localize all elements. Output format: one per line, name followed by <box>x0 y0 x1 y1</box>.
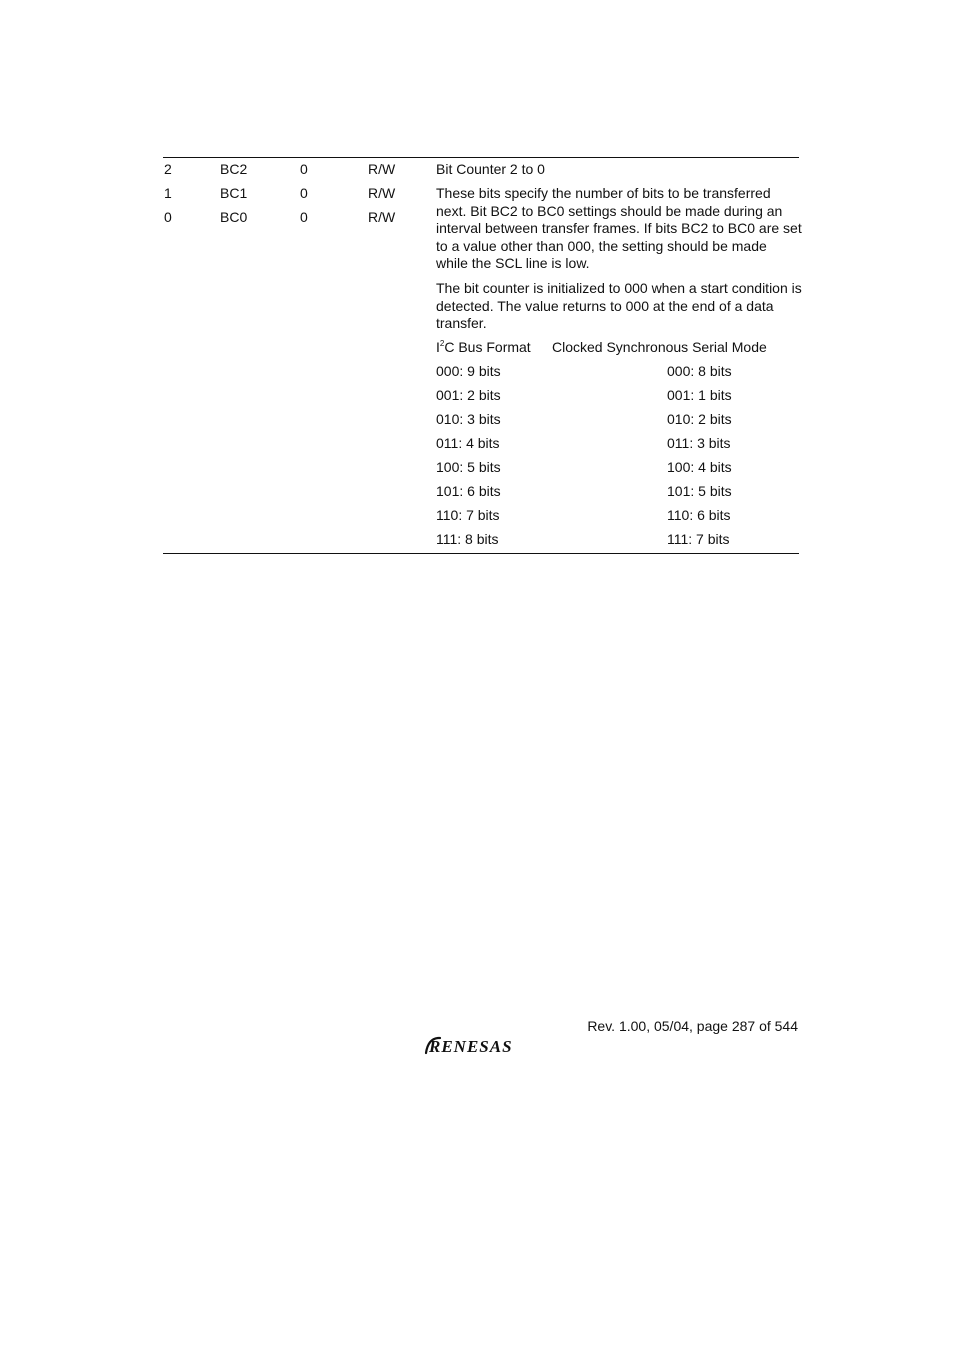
bit-name: BC0 <box>220 209 248 225</box>
sync-setting: 000: 8 bits <box>667 363 732 379</box>
i2c-setting: 011: 4 bits <box>436 435 500 451</box>
bit-number: 0 <box>164 209 172 225</box>
sync-setting: 100: 4 bits <box>667 459 732 475</box>
rw-access: R/W <box>368 209 396 225</box>
page-footer-info: Rev. 1.00, 05/04, page 287 of 544 <box>587 1018 798 1034</box>
table-top-rule <box>163 157 799 158</box>
initial-value: 0 <box>300 209 308 225</box>
i2c-setting: 110: 7 bits <box>436 507 500 523</box>
i2c-setting: 101: 6 bits <box>436 483 501 499</box>
rw-access: R/W <box>368 185 396 201</box>
i2c-setting: 000: 9 bits <box>436 363 501 379</box>
i2c-column-heading: $I^2C$ Bus Format <box>436 339 531 355</box>
description-paragraph-2: The bit counter is initialized to 000 when a start condition is detected. The value returns to 000 at the end of a data transfer. <box>436 280 802 331</box>
i2c-setting: 001: 2 bits <box>436 387 501 403</box>
sync-setting: 101: 5 bits <box>667 483 732 499</box>
description-paragraph-1: These bits specify the number of bits to be transferred next. Bit BC2 to BC0 settings should be made during an interval between transfer frames. If bits BC2 to BC0 are set to a value other than 000, the setting should be made while the SCL line is low. <box>436 185 802 271</box>
rw-access: R/W <box>368 161 396 177</box>
bit-number: 2 <box>164 161 172 177</box>
bit-name: BC2 <box>220 161 248 177</box>
table-bottom-rule <box>163 553 799 554</box>
i2c-setting: 111: 8 bits <box>436 531 499 547</box>
initial-value: 0 <box>300 161 308 177</box>
initial-value: 0 <box>300 185 308 201</box>
sync-setting: 010: 2 bits <box>667 411 732 427</box>
sync-setting: 011: 3 bits <box>667 435 731 451</box>
renesas-logo <box>422 1033 544 1057</box>
description-title: Bit Counter 2 to 0 <box>436 161 545 177</box>
i2c-setting: 010: 3 bits <box>436 411 501 427</box>
sync-setting: 111: 7 bits <box>667 531 730 547</box>
sync-setting: 001: 1 bits <box>667 387 732 403</box>
bit-name: BC1 <box>220 185 248 201</box>
sync-setting: 110: 6 bits <box>667 507 731 523</box>
sync-column-heading: Clocked Synchronous Serial Mode <box>552 339 767 355</box>
bit-number: 1 <box>164 185 172 201</box>
svg-text:RENESAS: RENESAS <box>429 1037 513 1056</box>
i2c-setting: 100: 5 bits <box>436 459 501 475</box>
